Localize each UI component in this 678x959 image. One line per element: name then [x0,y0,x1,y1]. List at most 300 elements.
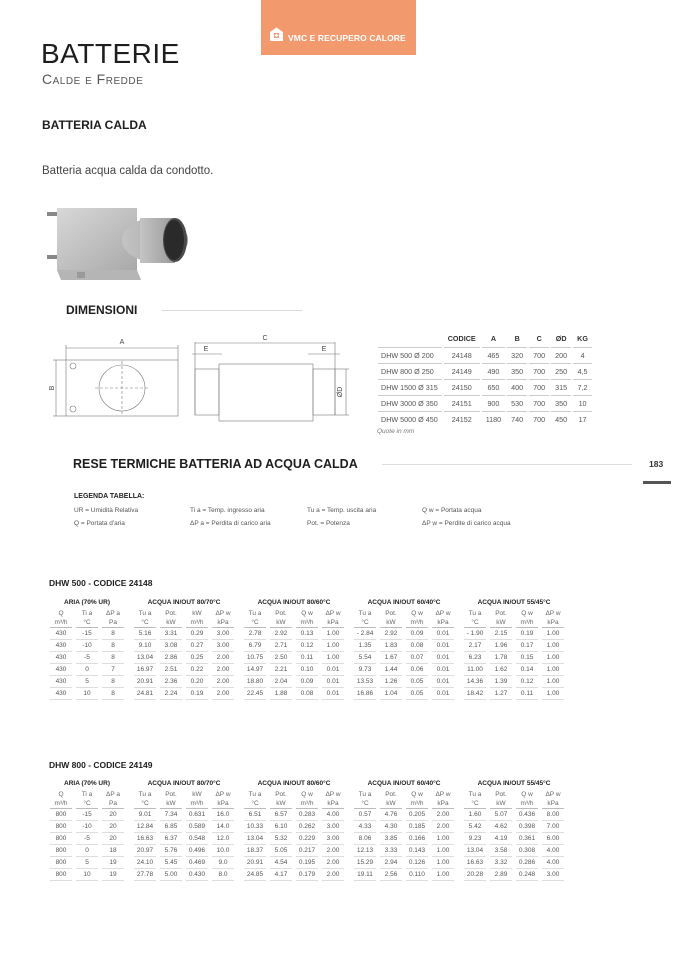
column-gap [128,640,130,652]
column-gap [458,676,460,688]
column-gap [238,799,240,809]
table-row [378,363,592,379]
value-cell: 1.62 [490,664,512,676]
column-gap [458,821,460,833]
value-cell: 3.00 [212,640,234,652]
column-gap [348,628,350,640]
value-cell: 8 [102,676,124,688]
column-gap [348,618,350,628]
model-cell: DHW 800 Ø 250 [378,363,442,379]
value-cell: 8.0 [212,869,234,881]
legend-item: Pot. = Potenza [307,520,350,527]
value-cell: 740 [507,411,527,427]
unit-cell: kPa [542,618,564,628]
value-cell: 4.76 [380,809,402,821]
value-cell: 0.179 [296,869,318,881]
value-cell: 1.00 [542,640,564,652]
unit-cell: kPa [212,799,234,809]
column-header: kW [192,791,202,798]
value-cell: 0.436 [516,809,538,821]
table-row [378,395,592,411]
value-cell: 800 [50,869,72,881]
section-heading: BATTERIA CALDA [42,118,147,132]
value-cell: 20.91 [244,857,266,869]
value-cell: 0.17 [516,640,538,652]
value-cell: 4.00 [542,845,564,857]
table-row [50,809,564,821]
column-header: Tu a [248,610,262,617]
value-cell: 0.11 [296,652,318,664]
unit-cell: kW [380,618,402,628]
column-gap [238,597,240,609]
value-cell: 0.19 [186,688,208,700]
value-cell: 4.30 [380,821,402,833]
column-header: Pot. [165,610,177,617]
column-gap [348,833,350,845]
column-gap [458,618,460,628]
value-cell: 0.283 [296,809,318,821]
value-cell: 3.08 [160,640,182,652]
column-gap [348,640,350,652]
column-gap [128,799,130,809]
group-header: ACQUA IN/OUT 80/70°C [147,780,221,787]
value-cell: 2.21 [270,664,292,676]
value-cell: 800 [50,833,72,845]
column-gap [238,688,240,700]
value-cell: 3.00 [322,833,344,845]
value-cell: 0.205 [406,809,428,821]
value-cell: 4.17 [270,869,292,881]
value-cell: 0.589 [186,821,208,833]
model-cell: DHW 5000 Ø 450 [378,411,442,427]
column-gap [348,809,350,821]
value-cell: 1180 [482,411,505,427]
value-cell: 3.58 [490,845,512,857]
value-cell: 15.29 [354,857,376,869]
value-cell: 7,2 [573,379,592,395]
value-cell: 19 [102,869,124,881]
column-gap [238,618,240,628]
value-cell: 2.86 [160,652,182,664]
unit-cell: kW [160,799,182,809]
value-cell: 0.09 [406,628,428,640]
value-cell: 8 [102,652,124,664]
page-marker [643,481,671,484]
value-cell: 24.81 [134,688,156,700]
value-cell: 3.31 [160,628,182,640]
table-row [50,857,564,869]
value-cell: 0.469 [186,857,208,869]
unit-cell: kPa [322,618,344,628]
value-cell: 0.05 [406,688,428,700]
value-cell: 5.05 [270,845,292,857]
unit-cell: kPa [432,618,454,628]
unit-cell: m³/h [406,618,428,628]
value-cell: 465 [482,347,505,363]
column-gap [128,688,130,700]
label-d: ØD [337,386,344,398]
value-cell: 3.85 [380,833,402,845]
column-gap [128,609,130,618]
value-cell: 1.26 [380,676,402,688]
column-gap [348,799,350,809]
value-cell: 650 [482,379,505,395]
column-header: Tu a [138,610,152,617]
value-cell: 7 [102,664,124,676]
value-cell: 5.32 [270,833,292,845]
table-row [378,347,592,363]
unit-cell: Pa [102,618,124,628]
value-cell: 6.85 [160,821,182,833]
group-header: ACQUA IN/OUT 80/70°C [147,599,221,606]
value-cell: 2.00 [322,857,344,869]
value-cell: 5.00 [160,869,182,881]
value-cell: 9.10 [134,640,156,652]
group-header: ARIA (70% UR) [64,599,110,606]
column-header: Q w [411,791,423,798]
value-cell: 3.00 [212,628,234,640]
value-cell: 4.19 [490,833,512,845]
value-cell: 800 [50,809,72,821]
value-cell: 7.34 [160,809,182,821]
value-cell: 0.185 [406,821,428,833]
value-cell: 0.20 [186,676,208,688]
value-cell: 700 [529,347,549,363]
value-cell: 16.63 [464,857,486,869]
column-gap [128,809,130,821]
column-gap [238,664,240,676]
column-gap [238,857,240,869]
column-gap [348,609,350,618]
value-cell: 24148 [444,347,480,363]
badge-label: VMC E RECUPERO CALORE [288,33,406,43]
value-cell: 0.361 [516,833,538,845]
value-cell: 1.88 [270,688,292,700]
unit-cell: °C [76,799,98,809]
value-cell: 0.08 [406,640,428,652]
category-badge [261,0,416,55]
value-cell: 250 [551,363,571,379]
table-row [50,652,564,664]
value-cell: 1.60 [464,809,486,821]
unit-cell: kW [490,799,512,809]
divider [382,464,632,465]
value-cell: 2.51 [160,664,182,676]
model-cell: DHW 3000 Ø 350 [378,395,442,411]
value-cell: 0.01 [322,688,344,700]
column-header: ΔP w [325,791,341,798]
column-gap [458,664,460,676]
group-header: ACQUA IN/OUT 80/60°C [257,780,331,787]
column-header: Q [58,610,64,617]
legend-item: Q = Portata d'aria [74,520,125,527]
value-cell: 0.29 [186,628,208,640]
column-header: Q w [521,610,533,617]
column-header: Q w [521,791,533,798]
value-cell: 2.00 [212,664,234,676]
value-cell: 1.00 [432,869,454,881]
value-cell: 1.00 [542,676,564,688]
section-description: Batteria acqua calda da condotto. [42,165,214,177]
column-header: Pot. [385,610,397,617]
unit-cell: °C [354,799,376,809]
value-cell: 16.97 [134,664,156,676]
dim-col-header: B [514,334,520,343]
value-cell: 10.75 [244,652,266,664]
column-gap [348,778,350,790]
value-cell: 0.05 [406,676,428,688]
group-header: ARIA (70% UR) [64,780,110,787]
column-gap [348,845,350,857]
column-header-row [50,609,564,618]
thermal-output-heading: RESE TERMICHE BATTERIA AD ACQUA CALDA [73,457,358,471]
units-row [50,799,564,809]
value-cell: 9.73 [354,664,376,676]
unit-cell: kW [380,799,402,809]
value-cell: 0.166 [406,833,428,845]
column-gap [238,676,240,688]
table-row [50,688,564,700]
value-cell: 0.01 [432,628,454,640]
value-cell: 1.00 [542,688,564,700]
value-cell: 3.00 [322,821,344,833]
value-cell: 700 [529,379,549,395]
value-cell: 13.04 [244,833,266,845]
value-cell: 1.00 [542,664,564,676]
column-gap [128,676,130,688]
value-cell: 0.01 [432,688,454,700]
value-cell: 9.01 [134,809,156,821]
legend-item: ΔP w = Perdite di carico acqua [422,520,511,527]
value-cell: 0.143 [406,845,428,857]
column-header: Ti a [81,610,93,617]
value-cell: 0.12 [516,676,538,688]
value-cell: 10 [573,395,592,411]
value-cell: 350 [551,395,571,411]
value-cell: 1.27 [490,688,512,700]
value-cell: 10 [76,869,98,881]
value-cell: 800 [50,821,72,833]
value-cell: 12.13 [354,845,376,857]
column-gap [458,609,460,618]
unit-cell: m³/h [50,618,72,628]
value-cell: 5.42 [464,821,486,833]
value-cell: 20 [102,821,124,833]
value-cell: 900 [482,395,505,411]
value-cell: 24152 [444,411,480,427]
value-cell: 16.0 [212,809,234,821]
column-gap [238,628,240,640]
value-cell: 18.80 [244,676,266,688]
value-cell: 6.57 [270,809,292,821]
column-gap [128,618,130,628]
dim-col-header: A [490,334,497,343]
value-cell: 800 [50,845,72,857]
unit-cell: m³/h [516,618,538,628]
value-cell: 2.24 [160,688,182,700]
table-title-dhw500: DHW 500 - CODICE 24148 [49,578,153,588]
value-cell: 2.00 [212,676,234,688]
value-cell: 430 [50,676,72,688]
value-cell: -15 [76,809,98,821]
column-header: Tu a [468,791,482,798]
value-cell: 350 [507,363,527,379]
value-cell: 0.229 [296,833,318,845]
value-cell: 2.15 [490,628,512,640]
value-cell: - 1.90 [464,628,486,640]
column-header: ΔP w [545,791,561,798]
value-cell: 4.00 [542,857,564,869]
value-cell: 1.04 [380,688,402,700]
value-cell: 1.39 [490,676,512,688]
value-cell: 14.36 [464,676,486,688]
value-cell: 0 [76,664,98,676]
value-cell: 5.16 [134,628,156,640]
unit-cell: °C [134,618,156,628]
value-cell: 17 [573,411,592,427]
unit-cell: °C [76,618,98,628]
value-cell: -10 [76,821,98,833]
value-cell: 800 [50,857,72,869]
value-cell: 1.35 [354,640,376,652]
value-cell: -15 [76,628,98,640]
value-cell: 14.0 [212,821,234,833]
value-cell: 0.06 [406,664,428,676]
unit-cell: °C [134,799,156,809]
value-cell: 19 [102,857,124,869]
value-cell: 6.37 [160,833,182,845]
column-gap [458,640,460,652]
value-cell: 0.496 [186,845,208,857]
unit-cell: Pa [102,799,124,809]
value-cell: 490 [482,363,505,379]
column-gap [348,821,350,833]
value-cell: 5.45 [160,857,182,869]
column-gap [348,869,350,881]
column-gap [458,799,460,809]
value-cell: 0.262 [296,821,318,833]
column-gap [238,790,240,799]
dimensions-heading: DIMENSIONI [66,303,138,317]
legend-item: Tu a = Temp. uscita aria [307,507,377,514]
value-cell: 2.50 [270,652,292,664]
value-cell: 0.07 [406,652,428,664]
value-cell: 1.00 [322,628,344,640]
value-cell: 20.97 [134,845,156,857]
value-cell: 430 [50,628,72,640]
column-gap [348,857,350,869]
label-c: C [262,335,268,342]
column-gap [238,652,240,664]
value-cell: 0.126 [406,857,428,869]
value-cell: 0.10 [296,664,318,676]
dim-col-header [378,332,442,347]
column-header: ΔP a [106,791,120,798]
column-gap [238,609,240,618]
legend-item: Ti a = Temp. ingresso aria [190,507,265,514]
column-gap [238,778,240,790]
column-header: ΔP w [325,610,341,617]
legend-item: UR = Umidità Relativa [74,507,139,514]
value-cell: 8.06 [354,833,376,845]
dim-col-header: KG [577,334,588,343]
value-cell: 9.23 [464,833,486,845]
column-gap [128,790,130,799]
legend-item: ΔP a = Perdita di carico aria [190,520,271,527]
unit-cell: m³/h [186,799,208,809]
value-cell: 0.25 [186,652,208,664]
units-row [50,618,564,628]
value-cell: 0.548 [186,833,208,845]
unit-cell: m³/h [50,799,72,809]
table-row [50,845,564,857]
value-cell: 22.45 [244,688,266,700]
unit-cell: m³/h [186,618,208,628]
page-title: BATTERIE [41,38,180,69]
value-cell: 11.00 [464,664,486,676]
column-header: Tu a [138,791,152,798]
value-cell: 19.11 [354,869,376,881]
group-header: ACQUA IN/OUT 60/40°C [367,599,441,606]
column-header: Pot. [495,791,507,798]
value-cell: 0.12 [296,640,318,652]
value-cell: 4.33 [354,821,376,833]
value-cell: 16.86 [354,688,376,700]
column-header: ΔP a [106,610,120,617]
value-cell: 5 [76,857,98,869]
value-cell: 1.00 [432,857,454,869]
column-gap [238,821,240,833]
value-cell: 16.63 [134,833,156,845]
value-cell: 2.00 [322,869,344,881]
column-header: Ti a [81,791,93,798]
value-cell: 2.00 [212,688,234,700]
value-cell: 450 [551,411,571,427]
column-gap [238,869,240,881]
value-cell: 1.00 [322,640,344,652]
table-row [50,869,564,881]
unit-cell: kW [490,618,512,628]
value-cell: 2.00 [322,845,344,857]
performance-table-dhw500 [46,597,568,700]
unit-cell: m³/h [296,799,318,809]
value-cell: 20.28 [464,869,486,881]
column-header: Q w [301,610,313,617]
value-cell: 24151 [444,395,480,411]
value-cell: 8 [102,688,124,700]
value-cell: 20.91 [134,676,156,688]
value-cell: 0.01 [322,664,344,676]
value-cell: 4.62 [490,821,512,833]
column-gap [128,664,130,676]
table-row [50,833,564,845]
value-cell: 8 [102,640,124,652]
unit-cell: kW [270,618,292,628]
value-cell: 0.195 [296,857,318,869]
label-a: A [119,339,125,346]
dim-col-header: ØD [555,334,567,343]
value-cell: -5 [76,652,98,664]
value-cell: 5.54 [354,652,376,664]
value-cell: 2.92 [270,628,292,640]
value-cell: 0.01 [432,652,454,664]
column-header: ΔP w [435,791,451,798]
group-header: ACQUA IN/OUT 55/45°C [477,599,551,606]
label-e-left: E [203,346,209,353]
column-gap [348,676,350,688]
value-cell: 1.96 [490,640,512,652]
value-cell: 2.89 [490,869,512,881]
